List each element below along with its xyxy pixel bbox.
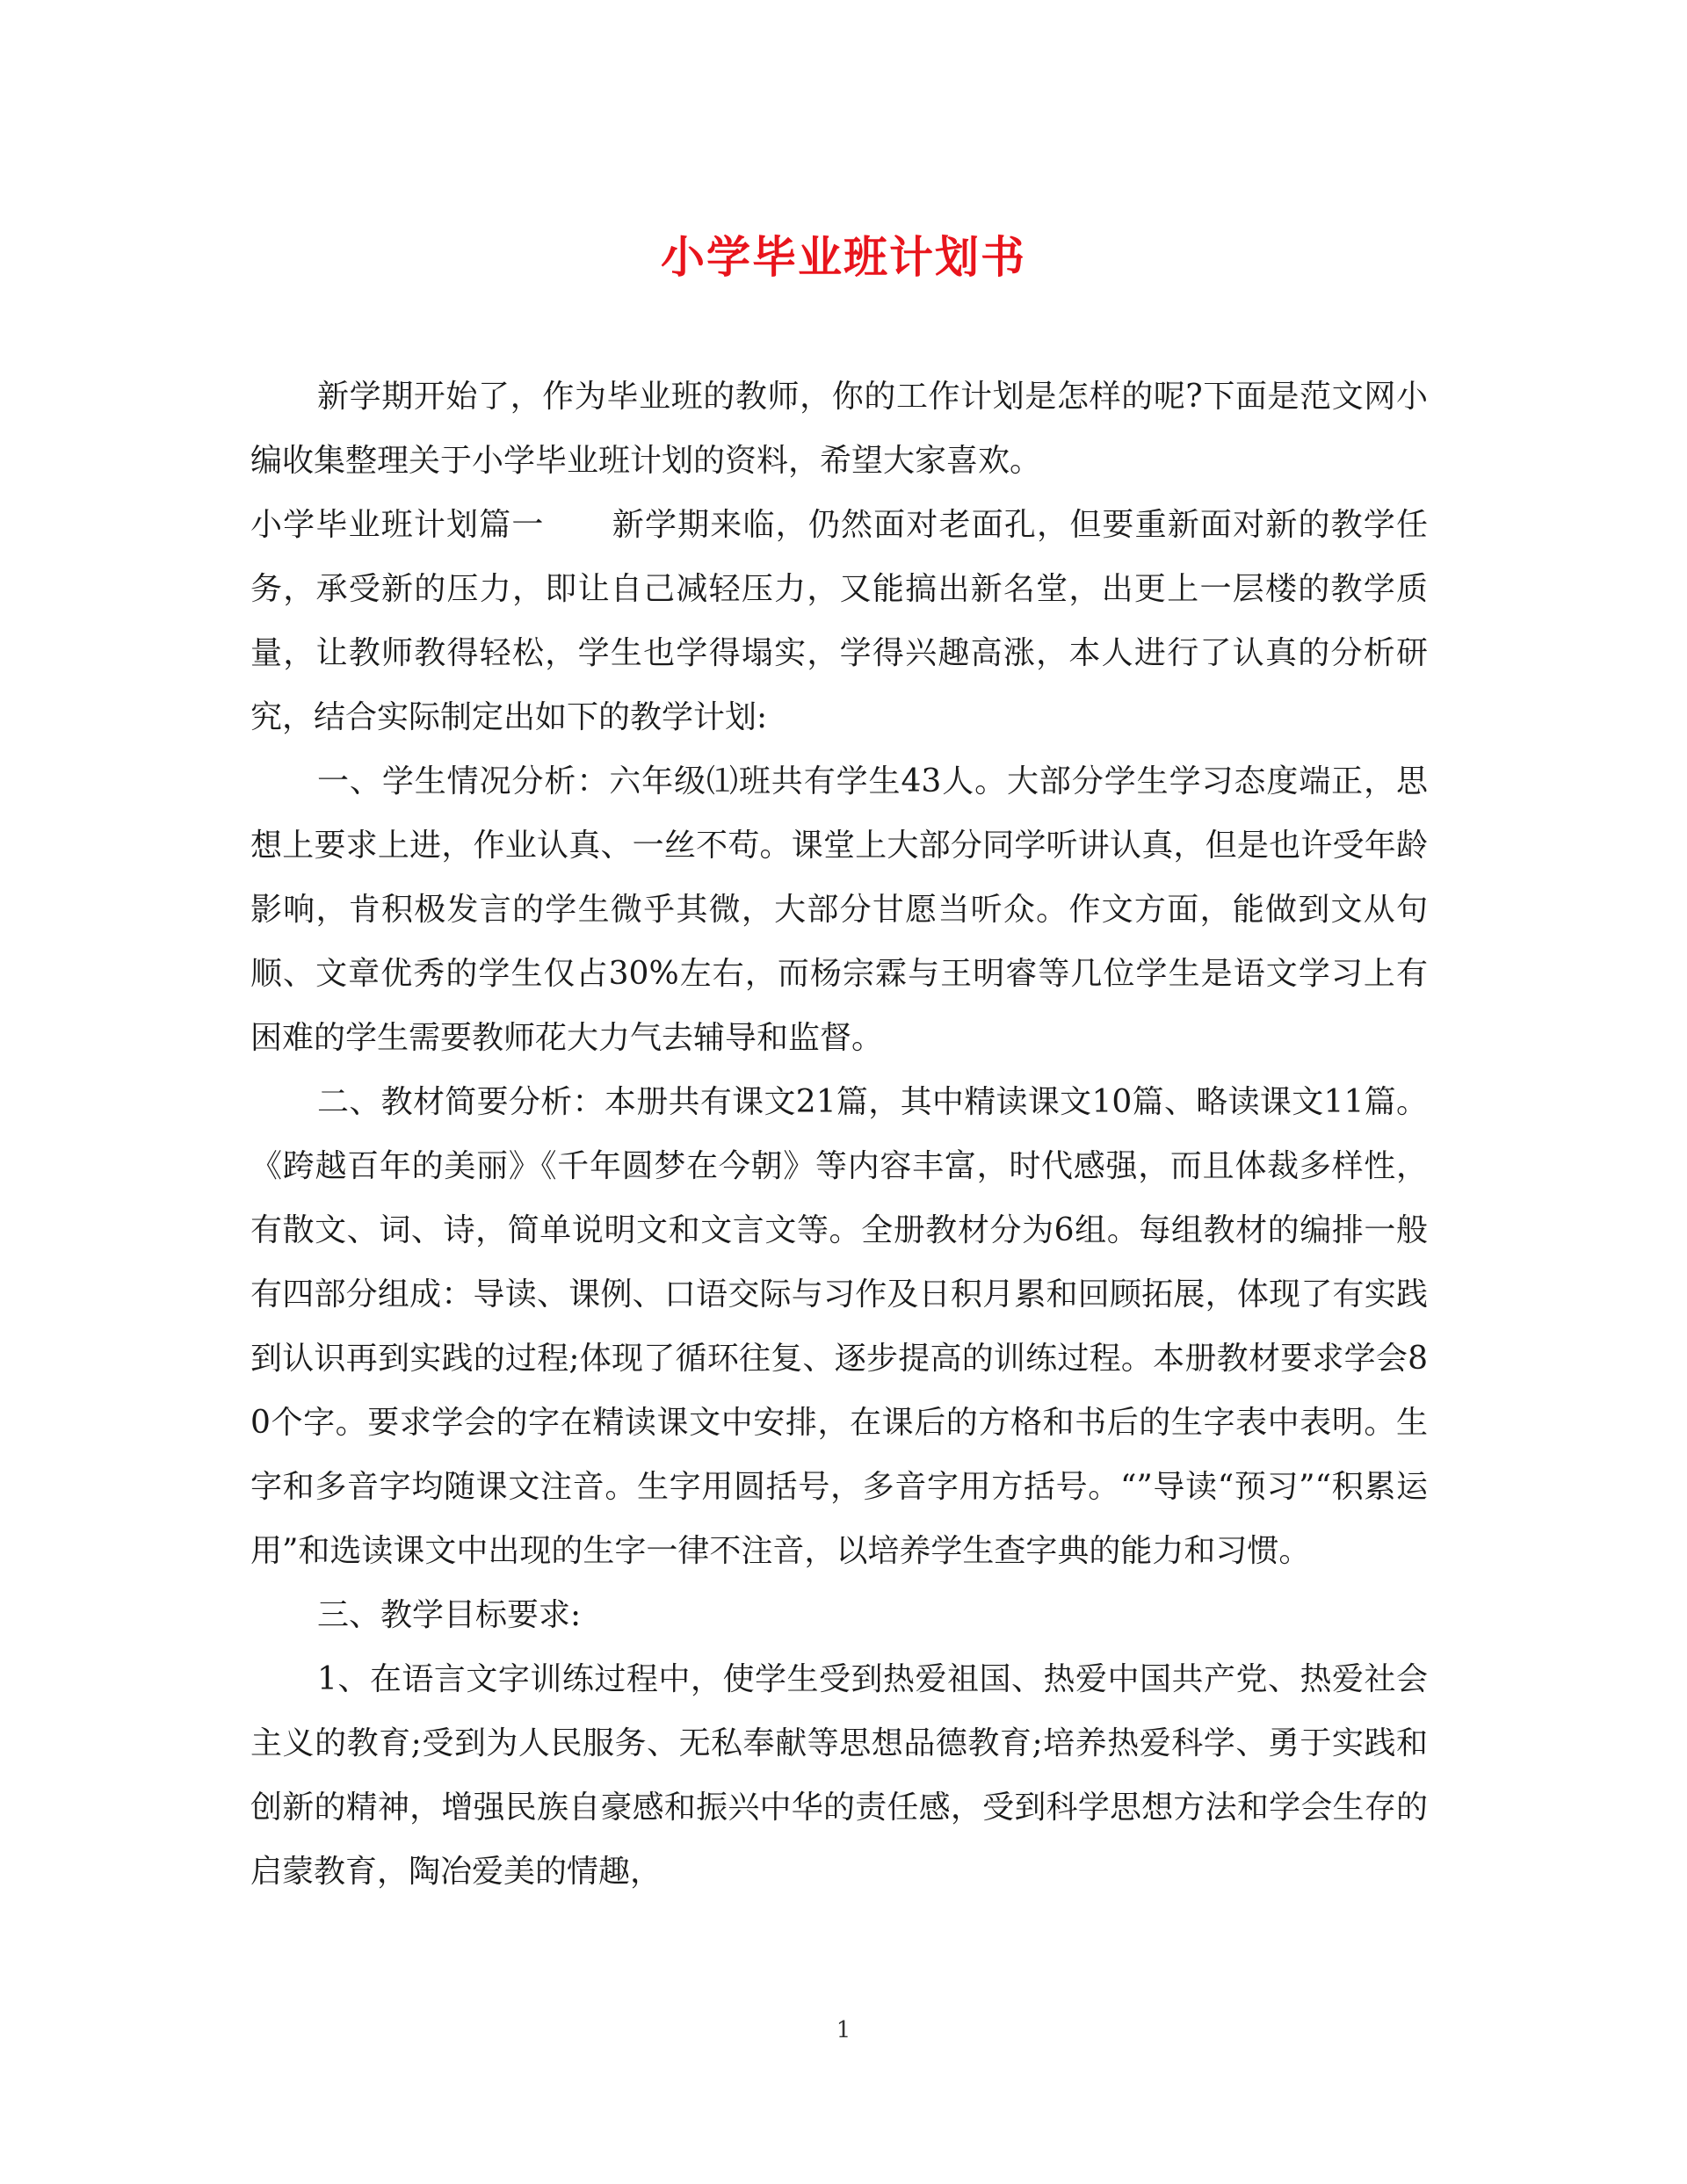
section-heading: 小学毕业班计划篇一 [250, 507, 545, 543]
page-number: 1 [836, 2017, 851, 2043]
textbook-analysis-paragraph: 二、教材简要分析：本册共有课文21篇，其中精读课文10篇、略读课文11篇。《跨越百年的美丽》《千年圆梦在今朝》等内容丰富，时代感强，而且体裁多样性，有散文、词、诗，简单说明文和文言文等。全册教材分为6组。每组教材的编排一般有四部分组成：导读、课例、口语交际与习作及日积月累和回顾拓展，体现了有实践到认识再到实践的过程;体现了循环往复、逐步提高的训练过程。本册教材要求学会80个字。要求学会的字在精读课文中安排，在课后的方格和书后的生字表中表明。生字和多音字均随课文注音。生字用圆括号，多音字用方括号。“”导读“预习”“积累运用”和选读课文中出现的生字一律不注音，以培养学生查字典的能力和习惯。 [250, 1084, 1428, 1569]
document-body [250, 365, 1428, 1904]
document-title: 小学毕业班计划书 [661, 232, 1026, 283]
intro-paragraph: 新学期开始了，作为毕业班的教师，你的工作计划是怎样的呢?下面是范文网小编收集整理关于小学毕业班计划的资料，希望大家喜欢。 [250, 379, 1428, 479]
goal-item-1: 1、在语言文字训练过程中，使学生受到热爱祖国、热爱中国共产党、热爱社会主义的教育;受到为人民服务、无私奉献等思想品德教育;培养热爱科学、勇于实践和创新的精神，增强民族自豪感和振兴中华的责任感，受到科学思想方法和学会生存的启蒙教育，陶冶爱美的情趣， [250, 1661, 1428, 1890]
teaching-goals-heading: 三、教学目标要求: [317, 1597, 582, 1633]
student-analysis-paragraph: 一、学生情况分析：六年级⑴班共有学生43人。大部分学生学习态度端正，思想上要求上进，作业认真、一丝不苟。课堂上大部分同学听讲认真，但是也许受年龄影响，肯积极发言的学生微乎其微，大部分甘愿当听众。作文方面，能做到文从句顺、文章优秀的学生仅占30%左右，而杨宗霖与王明睿等几位学生是语文学习上有困难的学生需要教师花大力气去辅导和监督。 [250, 763, 1428, 1056]
section-lead: 新学期来临，仍然面对老面孔，但要重新面对新的教学任务，承受新的压力，即让自己减轻压力，又能搞出新名堂，出更上一层楼的教学质量，让教师教得轻松，学生也学得塌实，学得兴趣高涨，本人进行了认真的分析研究，结合实际制定出如下的教学计划: [250, 507, 1428, 735]
section-paragraph [250, 493, 1428, 749]
